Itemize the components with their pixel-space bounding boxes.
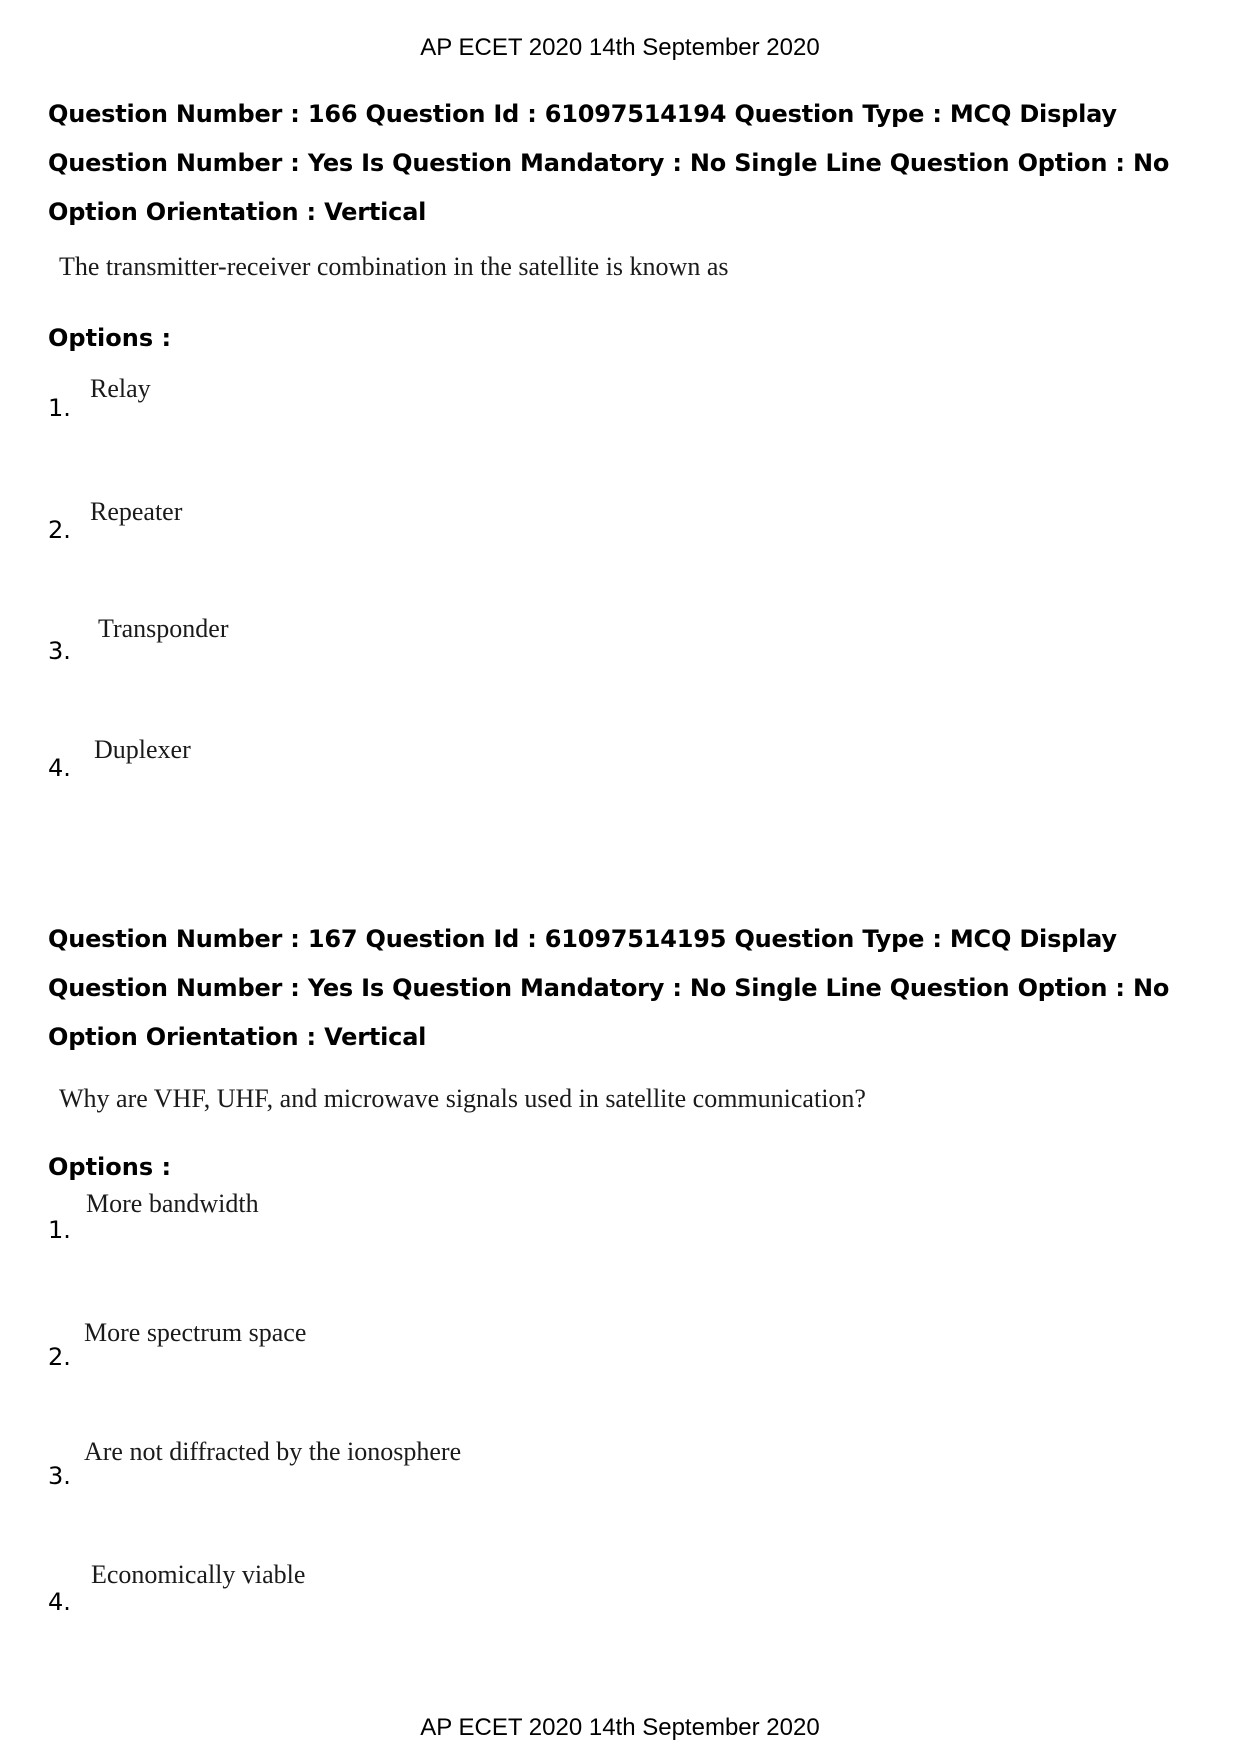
options-label: Options : [48, 1153, 172, 1181]
option-text: Economically viable [91, 1560, 306, 1589]
option-text: Are not diffracted by the ionosphere [84, 1437, 462, 1466]
option-number: 2. [48, 516, 71, 544]
option-number: 2. [48, 1343, 71, 1371]
option-text: Duplexer [94, 735, 191, 764]
question-text: Why are VHF, UHF, and microwave signals used in satellite communication? [59, 1084, 866, 1113]
option-number: 3. [48, 1462, 71, 1490]
question-text: The transmitter-receiver combination in the satellite is known as [59, 252, 729, 281]
option-number: 4. [48, 754, 71, 782]
question-meta: Question Number : 167 Question Id : 61097514195 Question Type : MCQ Display Question Number : Yes Is Question Mandatory : No Single Line Question Option : No Option Orientation : Vertical [48, 925, 1170, 1051]
option-number: 4. [48, 1588, 71, 1616]
option-text: More bandwidth [86, 1189, 259, 1218]
option-number: 1. [48, 1216, 71, 1244]
page-footer: AP ECET 2020 14th September 2020 [420, 1714, 820, 1741]
options-label: Options : [48, 324, 172, 352]
option-number: 1. [48, 394, 71, 422]
option-text: More spectrum space [84, 1318, 307, 1347]
page-header: AP ECET 2020 14th September 2020 [420, 34, 820, 61]
question-meta: Question Number : 166 Question Id : 61097514194 Question Type : MCQ Display Question Number : Yes Is Question Mandatory : No Single Line Question Option : No Option Orientation : Vertical [48, 100, 1170, 226]
option-text: Relay [90, 374, 151, 403]
option-text: Transponder [98, 614, 229, 643]
option-text: Repeater [90, 497, 183, 526]
option-number: 3. [48, 637, 71, 665]
